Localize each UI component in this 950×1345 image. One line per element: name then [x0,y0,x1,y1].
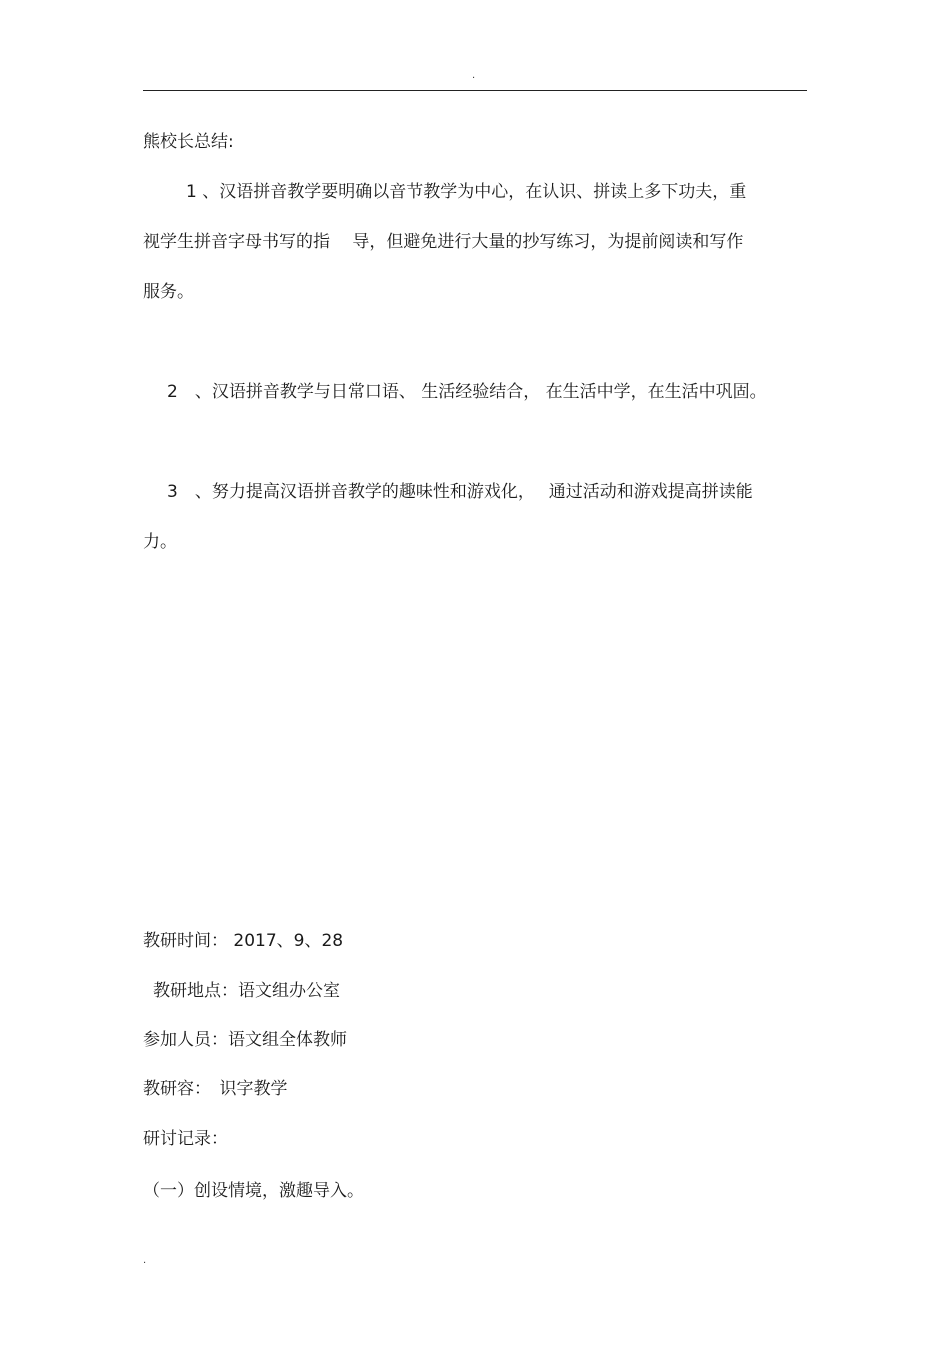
summary-item-3-line-1: 3 、努力提高汉语拼音教学的趣味性和游戏化， 通过活动和游戏提高拼读能 [167,482,753,502]
record-content: 教研容： 识字教学 [143,1079,288,1099]
header-mark: . [472,70,476,81]
record-discussion-heading: 研讨记录： [143,1129,228,1149]
footer-mark: . [143,1255,147,1266]
record-participants: 参加人员：语文组全体教师 [143,1030,347,1050]
header-rule [143,90,807,91]
record-place: 教研地点：语文组办公室 [153,981,340,1001]
record-time: 教研时间： 2017、9、28 [143,931,344,951]
record-section-1: （一）创设情境，激趣导入。 [143,1181,364,1201]
summary-item-1-line-2: 视学生拼音字母书写的指 导，但避免进行大量的抄写练习，为提前阅读和写作 [143,232,744,252]
summary-item-3-line-2: 力。 [143,532,177,552]
summary-item-1-line-1: 1 、汉语拼音教学要明确以音节教学为中心，在认识、拼读上多下功夫，重 [186,182,747,202]
summary-item-1-line-3: 服务。 [143,282,194,302]
summary-heading: 熊校长总结: [143,132,234,152]
summary-item-2: 2 、汉语拼音教学与日常口语、 生活经验结合， 在生活中学，在生活中巩固。 [167,382,767,402]
